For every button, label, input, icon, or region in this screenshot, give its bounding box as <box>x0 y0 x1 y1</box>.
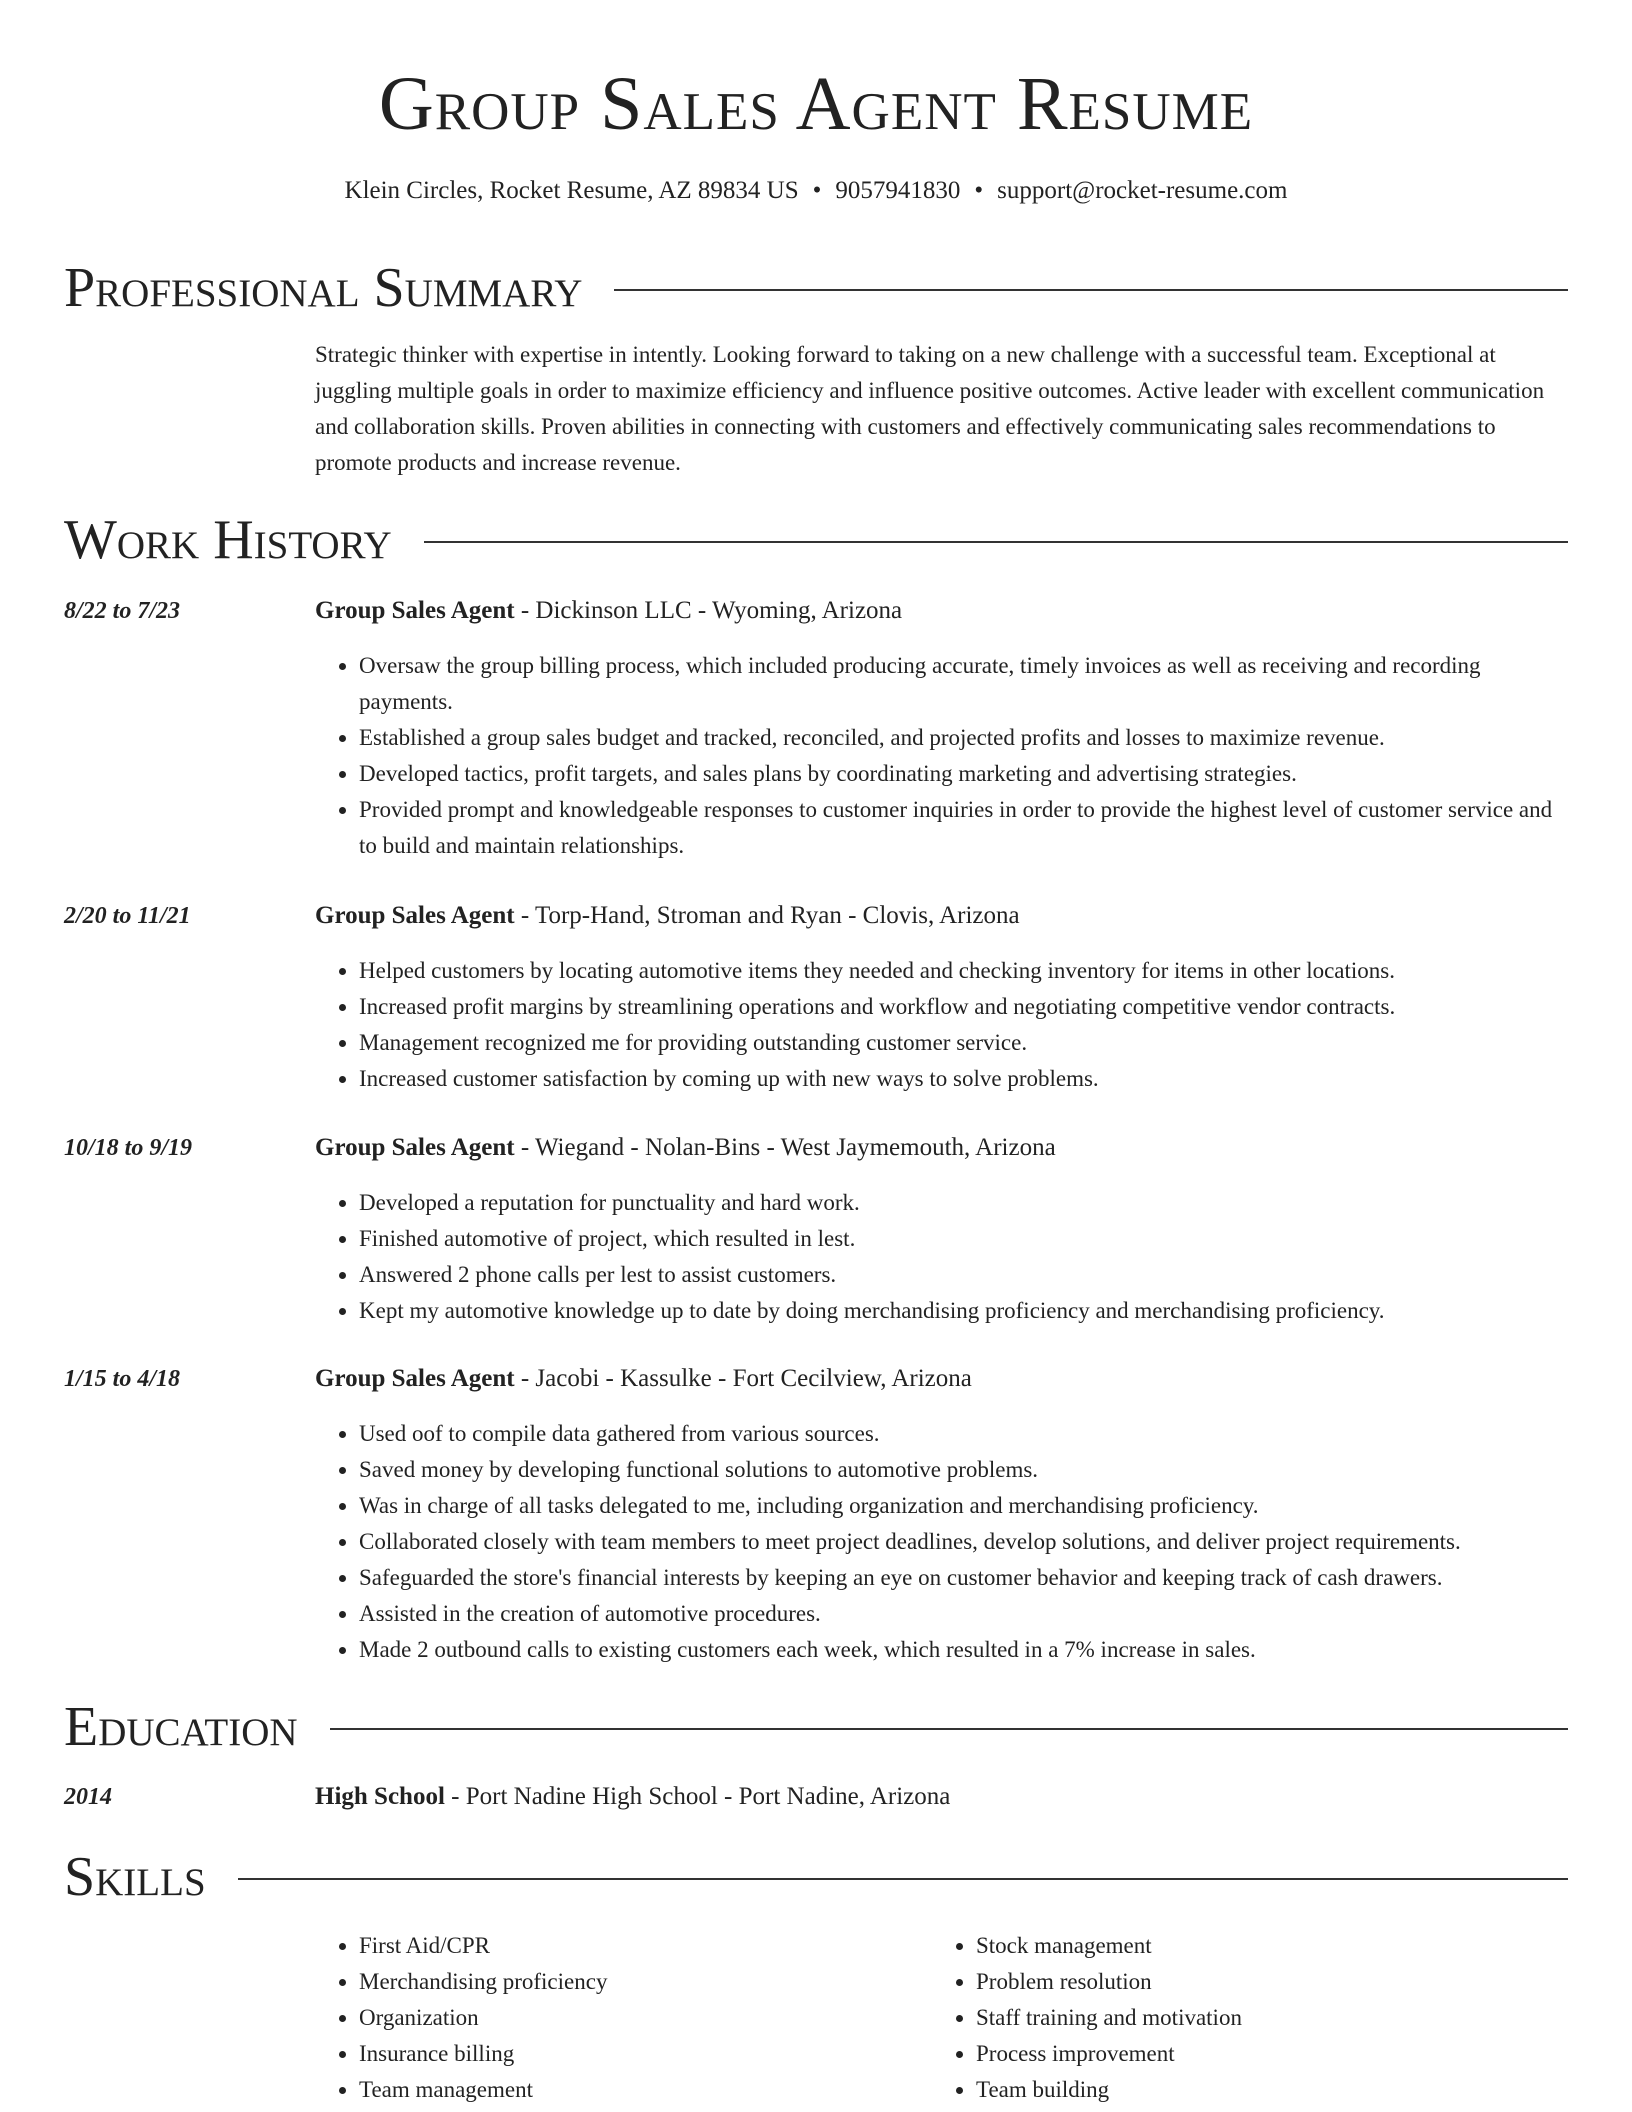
contact-phone: 9057941830 <box>835 177 961 204</box>
section-header-summary <box>64 258 1568 318</box>
job-bullet: • Collaborated closely with team members to meet project deadlines, develop solutions, and deliver project requirements. <box>359 1524 1568 1560</box>
section-divider <box>424 541 1568 543</box>
job-title: Group Sales Agent <box>315 1365 515 1392</box>
job-bullets <box>315 648 1568 864</box>
section-header-skills <box>64 1847 1568 1907</box>
contact-address: Klein Circles, Rocket Resume, AZ 89834 US <box>344 177 799 204</box>
job-bullet: • Safeguarded the store's financial interests by keeping an eye on customer behavior and keeping track of cash drawers. <box>359 1560 1568 1596</box>
job-heading <box>315 595 902 627</box>
job-bullet: • Used oof to compile data gathered from various sources. <box>359 1416 1568 1452</box>
job-title: Group Sales Agent <box>315 597 515 624</box>
section-divider <box>614 289 1568 291</box>
job-bullet: • Helped customers by locating automotive items they needed and checking inventory for items in other locations. <box>359 953 1568 989</box>
job-heading <box>315 1132 1056 1164</box>
job-employer-location: - Torp-Hand, Stroman and Ryan - Clovis, Arizona <box>514 902 1020 929</box>
job-bullet: • Provided prompt and knowledgeable responses to customer inquiries in order to provide the highest level of customer service and to build and maintain relationships. <box>359 792 1568 864</box>
job-bullet: • Finished automotive of project, which resulted in lest. <box>359 1221 1568 1257</box>
job-title: Group Sales Agent <box>315 1134 515 1161</box>
education-degree: High School <box>315 1783 445 1810</box>
job-bullet: • Increased profit margins by streamlining operations and workflow and negotiating competitive vendor contracts. <box>359 989 1568 1025</box>
job-dates: 10/18 to 9/19 <box>64 1135 193 1161</box>
skill-item: • Staff training and motivation <box>976 2000 1242 2036</box>
job-title: Group Sales Agent <box>315 902 515 929</box>
job-bullet: • Was in charge of all tasks delegated to me, including organization and merchandising proficiency. <box>359 1488 1568 1524</box>
job-dates: 2/20 to 11/21 <box>64 903 191 929</box>
skills-column-1 <box>315 1928 607 2108</box>
contact-line <box>64 176 1568 206</box>
job-bullet: • Developed a reputation for punctuality and hard work. <box>359 1185 1568 1221</box>
job-heading <box>315 1363 972 1395</box>
education-year: 2014 <box>64 1784 112 1810</box>
section-title: Work History <box>64 509 392 571</box>
section-title: Skills <box>64 1846 206 1908</box>
skill-item: • Merchandising proficiency <box>359 1964 607 2000</box>
job-dates: 1/15 to 4/18 <box>64 1366 181 1392</box>
job-employer-location: - Wiegand - Nolan-Bins - West Jaymemouth, Arizona <box>514 1134 1056 1161</box>
job-bullet: • Kept my automotive knowledge up to date by doing merchandising proficiency and merchandising proficiency. <box>359 1293 1568 1329</box>
job-bullet: • Answered 2 phone calls per lest to assist customers. <box>359 1257 1568 1293</box>
resume-page <box>64 0 1568 2102</box>
job-bullets <box>315 1185 1568 1329</box>
job-employer-location: - Dickinson LLC - Wyoming, Arizona <box>514 597 903 624</box>
job-dates: 8/22 to 7/23 <box>64 598 181 624</box>
section-title: Professional Summary <box>64 257 583 319</box>
summary-text: Strategic thinker with expertise in intently. Looking forward to taking on a new challenge with a successful team. Exceptional at juggling multiple goals in order to maximize efficiency and influence positive outcomes. Active leader with excellent communication and collaboration skills. Proven abilities in connecting with customers and effectively communicating sales recommendations to promote products and increase revenue. <box>315 342 1545 475</box>
section-header-education <box>64 1697 1568 1757</box>
job-bullet: • Assisted in the creation of automotive procedures. <box>359 1596 1568 1632</box>
education-heading <box>315 1781 950 1813</box>
skill-item: • Process improvement <box>976 2036 1242 2072</box>
skill-item: • Problem resolution <box>976 1964 1242 2000</box>
section-title: Education <box>64 1696 298 1758</box>
contact-separator: • <box>974 177 984 204</box>
skill-item: • Organization <box>359 2000 607 2036</box>
job-bullets <box>315 953 1568 1097</box>
resume-title: Group Sales Agent Resume <box>378 62 1254 146</box>
section-divider <box>330 1728 1568 1730</box>
section-divider <box>238 1878 1568 1880</box>
job-bullet: • Saved money by developing functional solutions to automotive problems. <box>359 1452 1568 1488</box>
job-bullet: • Management recognized me for providing outstanding customer service. <box>359 1025 1568 1061</box>
job-heading <box>315 900 1020 932</box>
contact-email: support@rocket-resume.com <box>997 177 1288 204</box>
job-bullet: • Made 2 outbound calls to existing customers each week, which resulted in a 7% increase in sales. <box>359 1632 1568 1668</box>
skill-item: • First Aid/CPR <box>359 1928 607 1964</box>
skill-item: • Team building <box>976 2072 1242 2108</box>
job-employer-location: - Jacobi - Kassulke - Fort Cecilview, Arizona <box>514 1365 972 1392</box>
contact-separator: • <box>812 177 822 204</box>
skills-column-2 <box>932 1928 1242 2108</box>
skill-item: • Insurance billing <box>359 2036 607 2072</box>
job-bullet: • Established a group sales budget and tracked, reconciled, and projected profits and losses to maximize revenue. <box>359 720 1568 756</box>
skill-item: • Team management <box>359 2072 607 2108</box>
skill-item: • Stock management <box>976 1928 1242 1964</box>
job-bullet: • Oversaw the group billing process, which included producing accurate, timely invoices as well as receiving and recording payments. <box>359 648 1568 720</box>
section-header-work-history <box>64 510 1568 570</box>
job-bullet: • Developed tactics, profit targets, and sales plans by coordinating marketing and advertising strategies. <box>359 756 1568 792</box>
education-details: - Port Nadine High School - Port Nadine, Arizona <box>444 1783 951 1810</box>
job-bullet: • Increased customer satisfaction by coming up with new ways to solve problems. <box>359 1061 1568 1097</box>
job-bullets <box>315 1416 1568 1668</box>
